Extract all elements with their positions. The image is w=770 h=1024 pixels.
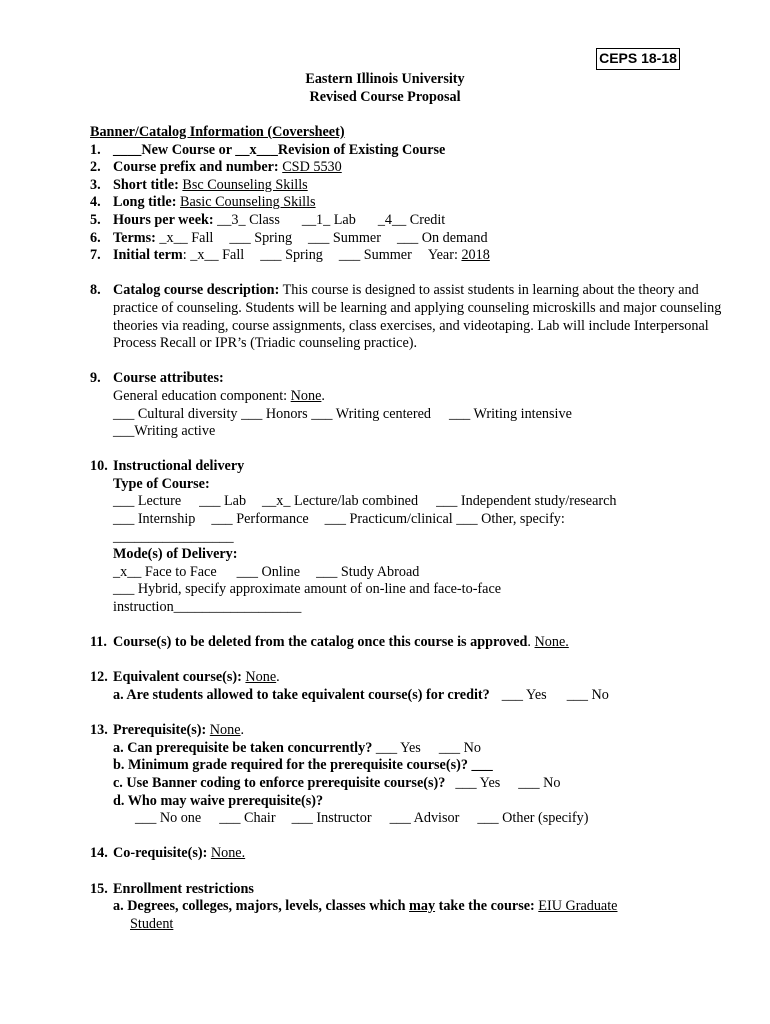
course-type-choice: ____New Course or __x___Revision of Existing Course <box>113 141 446 158</box>
term-on-demand: ___ On demand <box>396 229 488 246</box>
long-title-value: Basic Counseling Skills <box>180 194 316 211</box>
enrollment-restriction-a: a. Degrees, colleges, majors, levels, classes which may take the course: EIU Graduate <box>113 898 618 915</box>
enrollment-value: EIU Graduate <box>538 898 618 915</box>
item-14: 14. Co-requisite(s): None. <box>90 845 246 862</box>
type-options-line-1: ___ Lecture ___ Lab __x_ Lecture/lab combined ___ Independent study/research <box>113 493 617 510</box>
catalog-description: Catalog course description: This course is designed to assist students in learning about the theory and practice of counseling. Students will be learning and applying counseling microskills and major counseling theories via reading, course assignments, class exercises, and videotaping. Lab will include Interpersonal Process Recall or IPR’s (Triadic counseling practice). <box>113 282 722 352</box>
enrollment-value-cont: Student <box>130 915 174 932</box>
term-fall: _x__ Fall <box>159 229 214 246</box>
item-10: 10. Instructional delivery <box>90 458 245 475</box>
short-title-value: Bsc Counseling Skills <box>182 176 308 193</box>
item-5: 5. Hours per week: __3_ Class __1_ Lab _4__ Credit <box>90 211 446 228</box>
item-11: 11. Course(s) to be deleted from the catalog once this course is approved. None. <box>90 634 569 651</box>
other-specify-blank: _________________ <box>113 528 234 545</box>
mode-options-line: _x__ Face to Face ___ Online ___ Study Abroad <box>113 563 420 580</box>
prerequisites-value: None <box>209 722 241 739</box>
prereq-grade-question: b. Minimum grade required for the prerequisite course(s)? ___ <box>113 757 493 774</box>
item-15: 15. Enrollment restrictions <box>90 880 254 897</box>
item-7: 7. Initial term: _x__ Fall ___ Spring ___ Summer Year: 2018 <box>90 247 490 264</box>
item-4: 4. Long title: Basic Counseling Skills <box>90 194 316 211</box>
proposal-code-box: CEPS 18-18 <box>596 48 680 70</box>
initial-fall: : _x__ Fall <box>182 247 245 264</box>
prereq-waive-question: d. Who may waive prerequisite(s)? <box>113 792 324 809</box>
corequisites-value: None. <box>210 845 246 862</box>
item-8: 8. Catalog course description: This course is designed to assist students in learning about the theory and practice of counseling. Students will be learning and applying counseling microskills and major counseling theories via reading, course assignments, class exercises, and videotaping. Lab will include Interpersonal Process Recall or IPR’s (Triadic counseling practice). <box>90 282 730 352</box>
hybrid-line: ___ Hybrid, specify approximate amount of on-line and face-to-face <box>113 581 502 598</box>
item-12: 12. Equivalent course(s): None. <box>90 669 280 686</box>
proposal-body <box>90 124 730 933</box>
university-name: Eastern Illinois University <box>305 71 465 87</box>
deleted-courses-value: None. <box>534 634 569 651</box>
item-1: 1. ____New Course or __x___Revision of Existing Course <box>90 141 446 158</box>
course-prefix-value: CSD 5530 <box>282 159 342 176</box>
equivalent-courses-value: None <box>245 669 277 686</box>
item-2: 2. Course prefix and number: CSD 5530 <box>90 159 342 176</box>
item-13: 13. Prerequisite(s): None. <box>90 722 245 739</box>
item-9: 9. Course attributes: <box>90 370 224 387</box>
initial-year: 2018 <box>461 247 490 264</box>
prereq-banner-question: c. Use Banner coding to enforce prerequisite course(s)? ___ Yes ___ No <box>113 774 561 791</box>
prereq-concurrent-question: a. Can prerequisite be taken concurrently? ___ Yes ___ No <box>113 739 481 756</box>
item-3: 3. Short title: Bsc Counseling Skills <box>90 176 308 193</box>
term-spring: ___ Spring <box>229 229 293 246</box>
initial-spring: ___ Spring <box>260 247 323 264</box>
gen-ed-line: General education component: None. <box>113 387 325 404</box>
waive-options-line: ___ No one ___ Chair ___ Instructor ___ Advisor ___ Other (specify) <box>135 810 589 827</box>
mode-of-delivery-label: Mode(s) of Delivery: <box>113 546 238 563</box>
type-of-course-label: Type of Course: <box>113 475 210 492</box>
hours-credit: _4__ Credit <box>377 211 446 228</box>
instruction-line: instruction__________________ <box>113 599 302 616</box>
equivalent-credit-question: a. Are students allowed to take equivalent course(s) for credit? ___ Yes ___ No <box>113 687 609 703</box>
document-title: Revised Course Proposal <box>309 89 461 105</box>
term-summer: ___ Summer <box>308 229 381 246</box>
hours-class: __3_ Class <box>217 211 280 228</box>
initial-summer: ___ Summer <box>338 247 412 264</box>
item-6: 6. Terms: _x__ Fall ___ Spring ___ Summer ___ On demand <box>90 229 488 246</box>
writing-active-line: ___Writing active <box>113 423 216 440</box>
hours-lab: __1_ Lab <box>301 211 356 228</box>
attributes-line: ___ Cultural diversity ___ Honors ___ Writing centered ___ Writing intensive <box>113 405 572 422</box>
type-options-line-2: ___ Internship ___ Performance ___ Practicum/clinical ___ Other, specify: <box>113 511 565 528</box>
gen-ed-value: None <box>290 387 322 404</box>
section-heading: Banner/Catalog Information (Coversheet) <box>90 124 345 140</box>
